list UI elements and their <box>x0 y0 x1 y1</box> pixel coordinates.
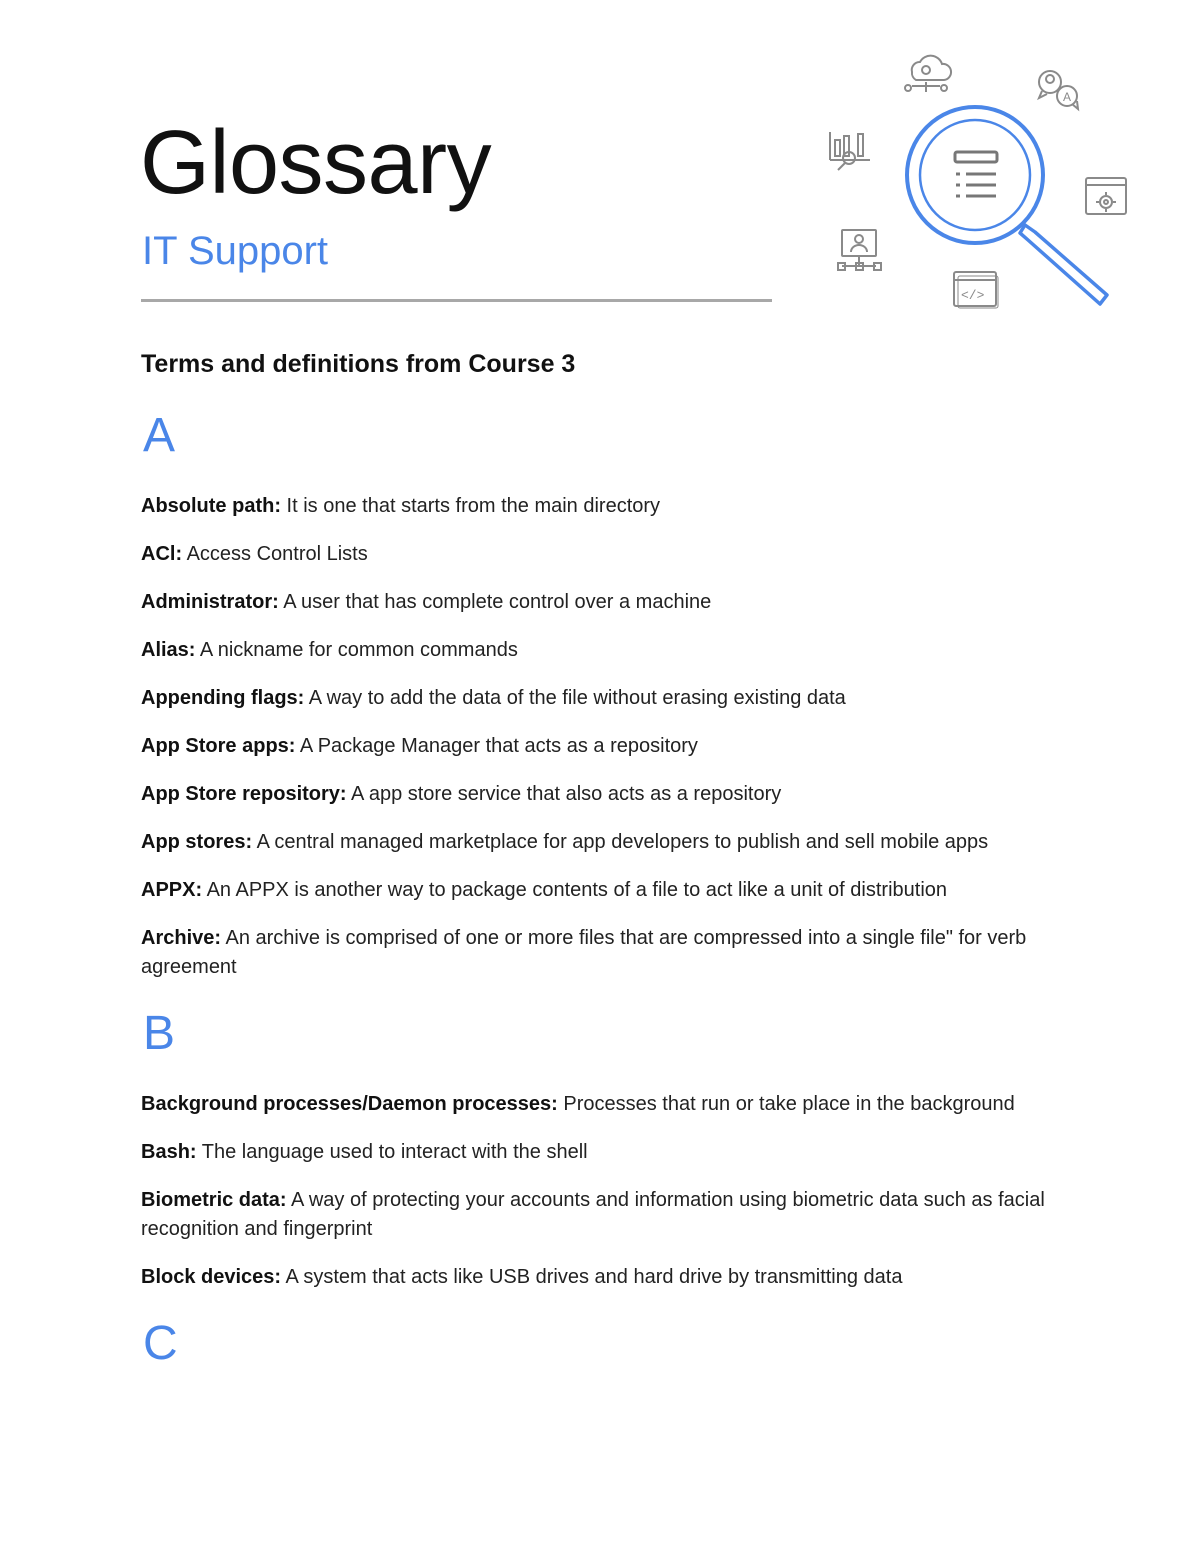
glossary-definition: A Package Manager that acts as a repository <box>295 735 698 757</box>
user-network-icon <box>838 230 881 270</box>
glossary-definition: A central managed marketplace for app developers to publish and sell mobile apps <box>252 831 989 853</box>
glossary-definition: A system that acts like USB drives and hard drive by transmitting data <box>281 1266 903 1288</box>
glossary-term: Biometric data: <box>141 1189 287 1211</box>
glossary-entry <box>141 1186 1071 1244</box>
glossary-term: Appending flags: <box>141 687 305 709</box>
code-window-icon <box>954 272 998 308</box>
glossary-definition: An APPX is another way to package contents of a file to act like a unit of distribution <box>202 879 948 901</box>
glossary-entry <box>141 492 1071 521</box>
glossary-section <box>141 1314 1071 1374</box>
glossary-entry <box>141 684 1071 713</box>
glossary-section <box>141 406 1071 982</box>
page-title: Glossary <box>140 113 492 213</box>
glossary-entry <box>141 828 1071 857</box>
glossary-term: Alias: <box>141 639 196 661</box>
glossary-entry <box>141 1090 1071 1119</box>
cloud-network-icon <box>905 56 951 92</box>
glossary-entry <box>141 636 1071 665</box>
glossary-section <box>141 1004 1071 1292</box>
bar-chart-search-icon <box>830 132 870 170</box>
glossary-entry <box>141 876 1071 905</box>
glossary-term: App stores: <box>141 831 253 853</box>
section-letter: B <box>143 1007 176 1060</box>
glossary-term: Administrator: <box>141 591 279 613</box>
glossary-term: Absolute path: <box>141 495 281 517</box>
header-illustration <box>820 40 1140 320</box>
glossary-entry <box>141 924 1071 982</box>
svg-text:</>: </> <box>961 288 985 303</box>
glossary-definition: A nickname for common commands <box>195 639 518 661</box>
glossary-definition: It is one that starts from the main directory <box>281 495 661 517</box>
glossary-term: App Store apps: <box>141 735 296 757</box>
chat-search-icon <box>1039 71 1078 109</box>
glossary-entry <box>141 1263 1071 1292</box>
glossary-list <box>141 400 1071 1400</box>
glossary-term: Background processes/Daemon processes: <box>141 1093 558 1115</box>
svg-text:A: A <box>1063 90 1072 104</box>
glossary-entry <box>141 540 1071 569</box>
glossary-definition: A app store service that also acts as a repository <box>346 783 782 805</box>
glossary-definition: The language used to interact with the shell <box>196 1141 588 1163</box>
glossary-definition: An archive is comprised of one or more files that are compressed into a single file" for verb agreement <box>141 927 1027 978</box>
section-heading: Terms and definitions from Course 3 <box>141 350 576 378</box>
magnifier-document-icon <box>907 107 1107 304</box>
glossary-definition: A user that has complete control over a machine <box>278 591 712 613</box>
glossary-entry <box>141 732 1071 761</box>
title-divider <box>141 299 772 302</box>
glossary-definition: Processes that run or take place in the background <box>557 1093 1015 1115</box>
glossary-definition: A way to add the data of the file without erasing existing data <box>304 687 846 709</box>
section-letter: C <box>143 1317 178 1370</box>
glossary-term: App Store repository: <box>141 783 347 805</box>
settings-window-icon <box>1086 178 1126 214</box>
glossary-entry <box>141 1138 1071 1167</box>
glossary-term: Bash: <box>141 1141 197 1163</box>
section-letter: A <box>143 409 176 462</box>
page-subtitle: IT Support <box>142 229 329 273</box>
glossary-term: Block devices: <box>141 1266 282 1288</box>
glossary-definition: A way of protecting your accounts and information using biometric data such as facial recognition and fingerprint <box>141 1189 1045 1240</box>
glossary-entry <box>141 588 1071 617</box>
glossary-definition: Access Control Lists <box>182 543 368 565</box>
glossary-entry <box>141 780 1071 809</box>
glossary-term: ACl: <box>141 543 183 565</box>
glossary-term: APPX: <box>141 879 203 901</box>
glossary-term: Archive: <box>141 927 222 949</box>
